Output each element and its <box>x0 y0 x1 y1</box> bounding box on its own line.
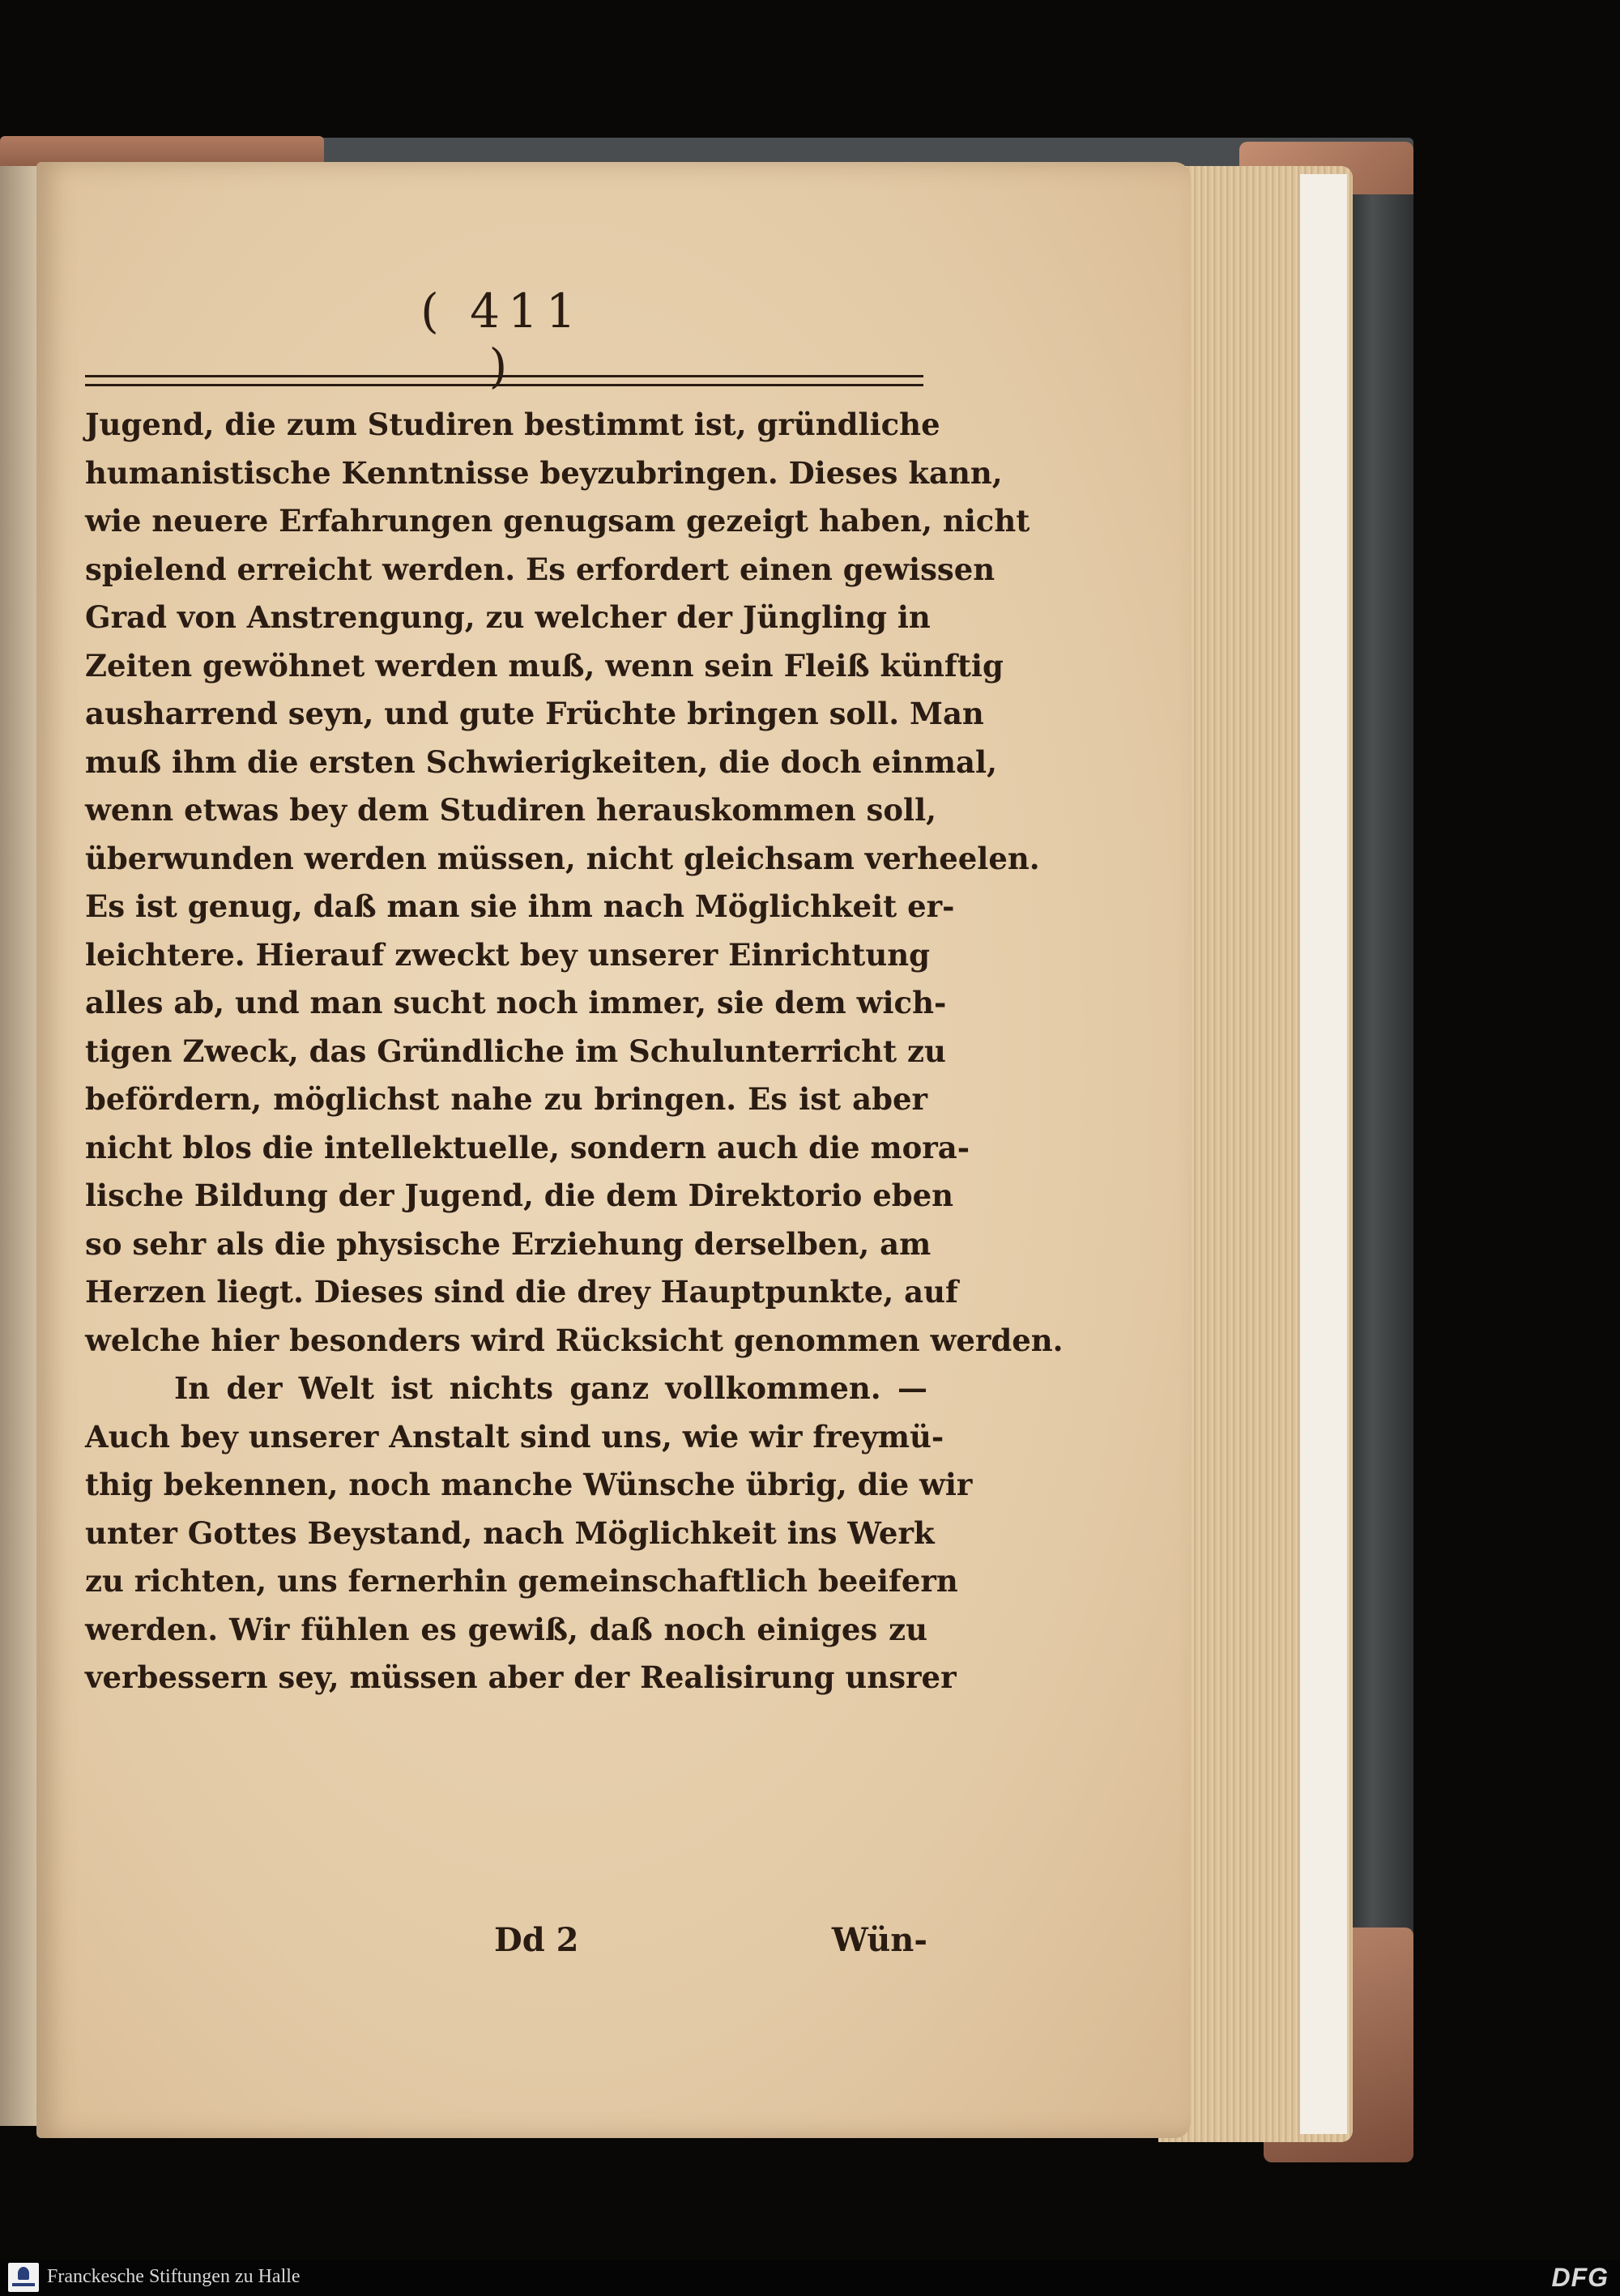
text-line: tigen Zweck, das Gründliche im Schulunterricht zu <box>85 1033 946 1069</box>
text-line: spielend erreicht werden. Es erfordert einen gewissen <box>85 551 995 587</box>
book-cover-right <box>1345 194 1413 2130</box>
text-line: so sehr als die physische Erziehung derselben, am <box>85 1225 932 1262</box>
text-line: alles ab, und man sucht noch immer, sie dem wich- <box>85 985 947 1020</box>
page-footer <box>85 1921 927 1970</box>
text-line: Auch bey unserer Anstalt sind uns, wie wir freymü- <box>85 1418 944 1455</box>
text-line: verbessern sey, müssen aber der Realisirung unsrer <box>85 1659 957 1695</box>
text-line: lische Bildung der Jugend, die dem Direktorio eben <box>85 1178 954 1213</box>
text-line: zu richten, uns fernerhin gemeinschaftlich beeifern <box>85 1563 958 1599</box>
text-line: unter Gottes Beystand, nach Möglichkeit ins Werk <box>85 1514 935 1551</box>
text-line: In der Welt ist nichts ganz vollkommen. — <box>174 1370 927 1406</box>
signature-mark: Dd 2 <box>494 1921 579 1959</box>
text-line: muß ihm die ersten Schwierigkeiten, die doch einmal, <box>85 743 997 780</box>
text-line: werden. Wir fühlen es gewiß, daß noch einiges zu <box>85 1611 927 1647</box>
text-line: leichtere. Hierauf zweckt bey unserer Einrichtung <box>85 936 931 973</box>
text-line: thig bekennen, noch manche Wünsche übrig, die wir <box>85 1467 973 1502</box>
text-line: befördern, möglichst nahe zu bringen. Es ist aber <box>85 1081 927 1117</box>
credit-bar <box>0 2260 1620 2296</box>
text-line: nicht blos die intellektuelle, sondern auch die mora- <box>85 1129 970 1165</box>
text-line: Grad von Anstrengung, zu welcher der Jüngling in <box>85 599 931 635</box>
inserted-sheet <box>1300 174 1347 2134</box>
text-line: wie neuere Erfahrungen genugsam gezeigt haben, nicht <box>85 503 1030 539</box>
text-line: Zeiten gewöhnet werden muß, wenn sein Fleiß künftig <box>85 647 1004 684</box>
header-rule <box>85 375 923 386</box>
text-line: wenn etwas bey dem Studiren herauskommen soll, <box>85 792 937 828</box>
page-number: ( 411 ) <box>420 283 584 394</box>
dfg-logo: DFG <box>1551 2263 1609 2292</box>
text-line: ausharrend seyn, und gute Früchte bringen soll. Man <box>85 696 984 731</box>
text-line: humanistische Kenntnisse beyzubringen. Dieses kann, <box>85 454 1003 491</box>
text-line: welche hier besonders wird Rücksicht genommen werden. <box>85 1322 1064 1358</box>
text-line: Es ist genug, daß man sie ihm nach Möglichkeit er- <box>85 888 955 924</box>
text-line: überwunden werden müssen, nicht gleichsam verheelen. <box>85 840 1040 876</box>
page-body-text <box>85 401 1064 1702</box>
institution-name: Franckesche Stiftungen zu Halle <box>47 2266 301 2287</box>
catchword: Wün- <box>831 1921 927 1959</box>
text-line: Herzen liegt. Dieses sind die drey Hauptpunkte, auf <box>85 1274 958 1310</box>
institution-logo-icon <box>8 2263 39 2292</box>
text-line: Jugend, die zum Studiren bestimmt ist, gründliche <box>85 407 940 442</box>
